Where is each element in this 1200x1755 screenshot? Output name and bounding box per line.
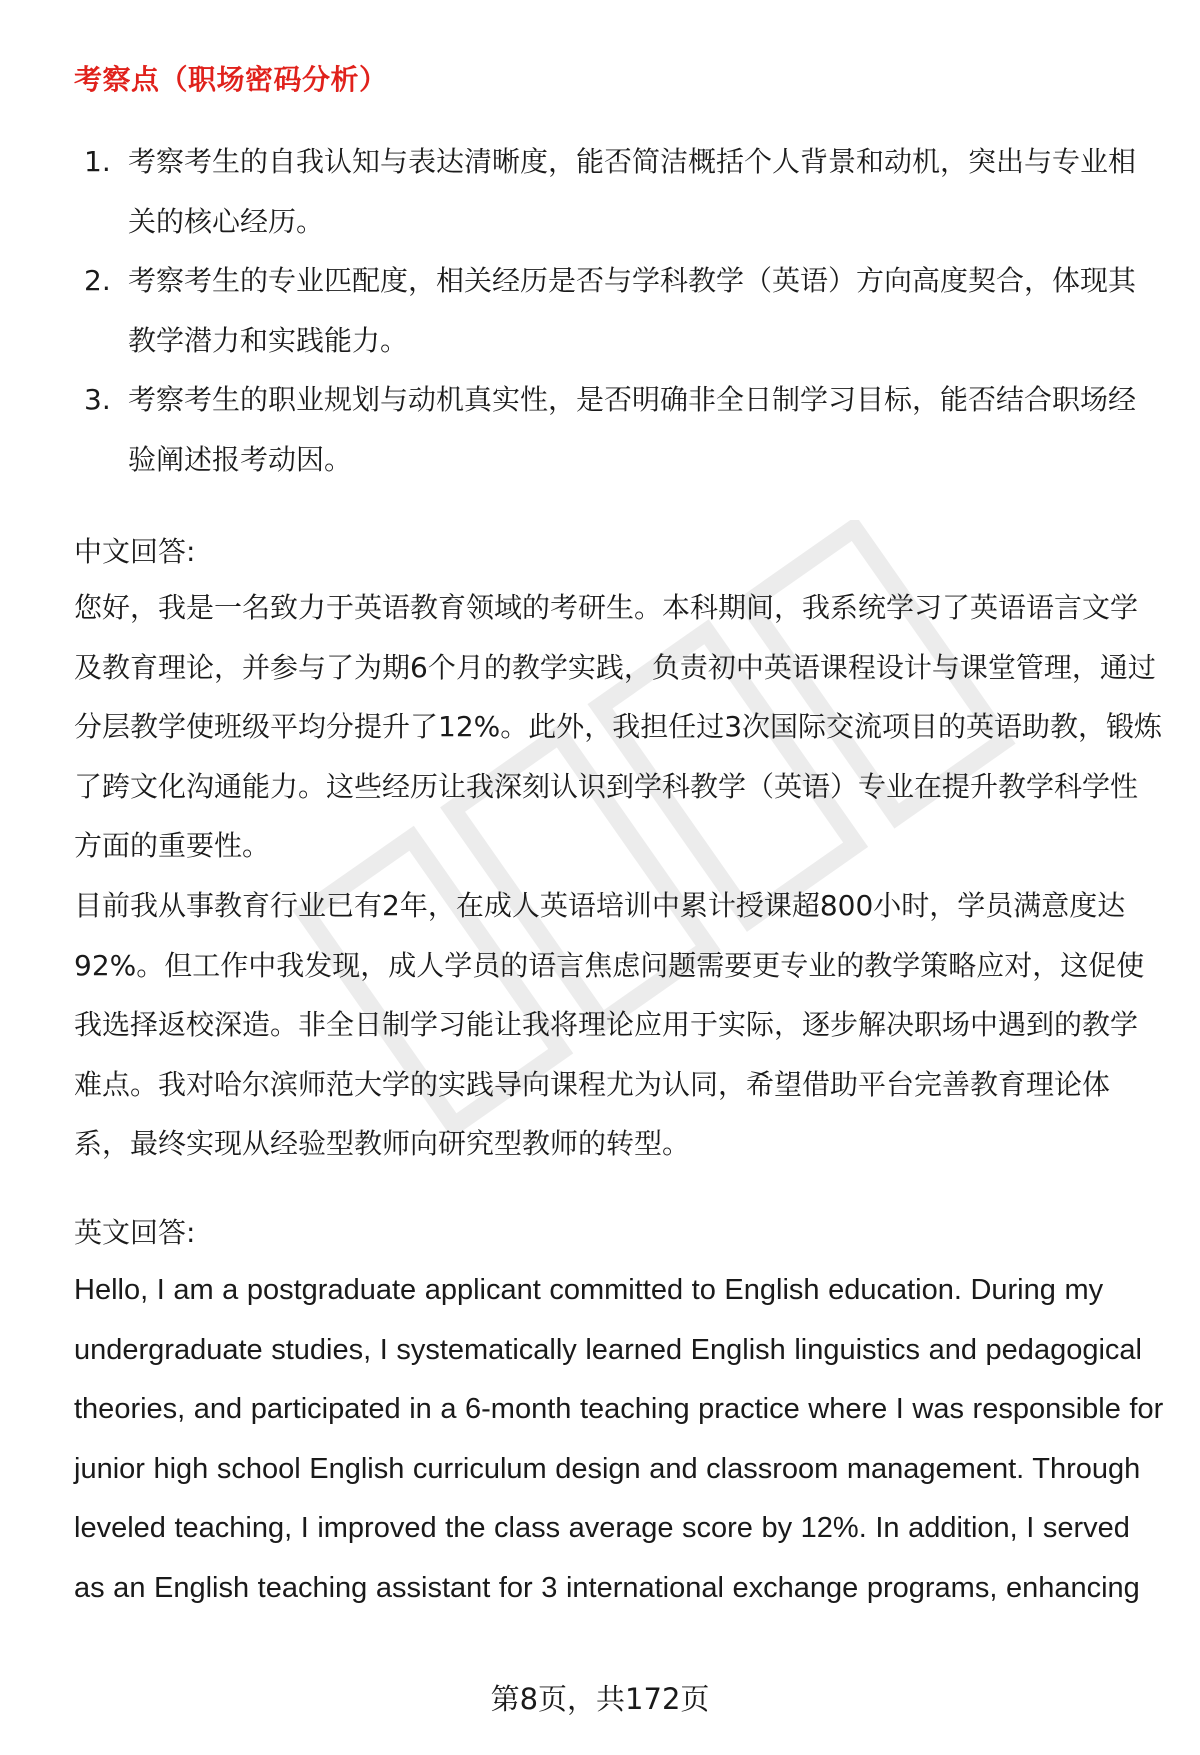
english-answer-label: 英文回答: [74, 1216, 196, 1249]
chinese-answer-paragraph-2: 目前我从事教育行业已有2年，在成人英语培训中累计授课超800小时，学员满意度达92%。但工作中我发现，成人学员的语言焦虑问题需要更专业的教学策略应对，这促使我选择返校深造。非全日制学习能让我将理论应用于实际，逐步解决职场中遇到的教学难点。我对哈尔滨师范大学的实践导向课程尤为认同，希望借助平台完善教育理论体系，最终实现从经验型教师向研究型教师的转型。 [74, 889, 1145, 1161]
section-title: 考察点（职场密码分析） [74, 63, 388, 96]
point-text: 考察考生的职业规划与动机真实性，是否明确非全日制学习目标，能否结合职场经验阐述报考动因。 [128, 383, 1137, 476]
point-number: 3. [84, 383, 111, 416]
assessment-point [74, 370, 1154, 489]
chinese-answer-label: 中文回答: [74, 535, 196, 568]
page-footer: 第8页，共172页 [490, 1682, 710, 1716]
english-answer-paragraph: Hello, I am a postgraduate applicant committed to English education. During my undergraduate studies, I systematically learned English linguistics and pedagogical theories, and participated in a 6-month teaching practice where I was responsible for junior high school English curriculum design and classroom management. Through leveled teaching, I improved the class average score by 12%. In addition, I served as an English teaching assistant for 3 international exchange programs, enhancing [74, 1274, 1164, 1604]
assessment-point [74, 132, 1154, 251]
point-text: 考察考生的专业匹配度，相关经历是否与学科教学（英语）方向高度契合，体现其教学潜力和实践能力。 [128, 264, 1137, 357]
assessment-points-list [74, 132, 1154, 489]
chinese-answer-paragraph-1: 您好，我是一名致力于英语教育领域的考研生。本科期间，我系统学习了英语语言文学及教育理论，并参与了为期6个月的教学实践，负责初中英语课程设计与课堂管理，通过分层教学使班级平均分提升了12%。此外，我担任过3次国际交流项目的英语助教，锻炼了跨文化沟通能力。这些经历让我深刻认识到学科教学（英语）专业在提升教学科学性方面的重要性。 [74, 591, 1163, 863]
point-number: 2. [84, 264, 111, 297]
assessment-point [74, 251, 1154, 370]
point-text: 考察考生的自我认知与表达清晰度，能否简洁概括个人背景和动机，突出与专业相关的核心经历。 [128, 145, 1137, 238]
point-number: 1. [84, 145, 111, 178]
